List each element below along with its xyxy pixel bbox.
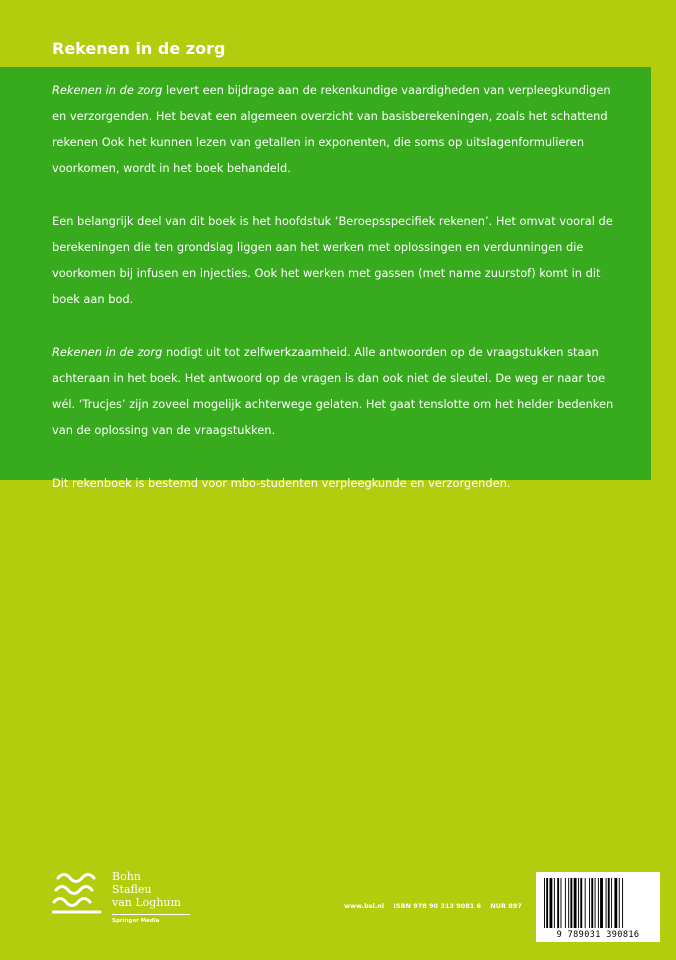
barcode-bars — [542, 878, 654, 928]
nur-text: NUR 897 — [490, 902, 522, 910]
blurb-paragraph-3 — [52, 339, 622, 443]
barcode-bar — [595, 878, 596, 928]
publisher-logo — [52, 868, 212, 928]
blurb-paragraph-4 — [52, 470, 622, 496]
barcode-bar — [598, 878, 599, 928]
barcode-bar — [600, 878, 603, 928]
website-link[interactable]: www.bsl.nl — [344, 902, 385, 910]
logo-divider — [112, 914, 190, 915]
barcode-bar — [622, 878, 623, 928]
barcode-bar — [574, 878, 577, 928]
barcode-bar — [554, 878, 555, 928]
barcode-bar — [619, 878, 620, 928]
barcode-bar — [611, 878, 612, 928]
blurb-text — [52, 77, 622, 496]
barcode-bar — [561, 878, 562, 928]
isbn-text: ISBN 978 90 313 9081 6 — [393, 902, 482, 910]
barcode-bar — [565, 878, 566, 928]
paragraph-text: Dit rekenboek is bestemd voor mbo-studenten verpleegkunde en verzorgenden. — [52, 476, 511, 490]
barcode-number: 9 789031 390816 — [556, 930, 640, 940]
imprint-line — [344, 902, 529, 910]
barcode-bar — [546, 878, 548, 928]
publisher-name-line: Bohn — [112, 870, 141, 883]
barcode-bar — [585, 878, 586, 928]
barcode-bar — [589, 878, 590, 928]
paragraph-text: levert een bijdrage aan de rekenkundige vaardigheden van verpleegkundigen en verzorgenden. Het bevat een algemeen overzicht van basisberekeningen, zoals het schattend rekenen Ook het kunnen lezen van getallen in exponenten, die soms op uitslagenformulieren voorkomen, wordt in het boek behandeld. — [52, 83, 611, 175]
barcode-bar — [544, 878, 545, 928]
publisher-subname: Springer Media — [112, 918, 160, 924]
book-title: Rekenen in de zorg — [52, 39, 226, 58]
book-title-italic: Rekenen in de zorg — [52, 345, 163, 359]
barcode — [536, 872, 660, 942]
publisher-name — [112, 870, 181, 909]
bsl-swirl-logo-icon — [52, 868, 104, 916]
blurb-paragraph-1 — [52, 77, 622, 181]
barcode-bar — [578, 878, 579, 928]
barcode-bar — [557, 878, 559, 928]
barcode-bar — [550, 878, 553, 928]
barcode-bar — [608, 878, 610, 928]
publisher-name-line: van Loghum — [112, 896, 181, 909]
barcode-bar — [614, 878, 617, 928]
paragraph-text: nodigt uit tot zelfwerkzaamheid. Alle antwoorden op de vraagstukken staan achteraan in het boek. Het antwoord op de vragen is dan ook niet de sleutel. De weg er naar toe wél. ‘Trucjes’ zijn zoveel mogelijk achterwege gelaten. Het gaat tenslotte om het helder bedenken van de oplossing van de vraagstukken. — [52, 345, 614, 437]
barcode-bar — [568, 878, 569, 928]
blurb-paragraph-2 — [52, 208, 622, 312]
paragraph-text: Een belangrijk deel van dit boek is het hoofdstuk ‘Beroepsspecifiek rekenen’. Het omvat vooral de berekeningen die ten grondslag liggen aan het werken met oplossingen en verdunningen die voorkomen bij infusen en injecties. Ook het werken met gassen (met name zuurstof) komt in dit boek aan bod. — [52, 214, 613, 306]
barcode-bar — [580, 878, 582, 928]
top-strip — [0, 0, 676, 12]
barcode-bar — [570, 878, 572, 928]
barcode-bar — [591, 878, 593, 928]
book-title-italic: Rekenen in de zorg — [52, 83, 163, 97]
publisher-name-line: Stafleu — [112, 883, 152, 896]
barcode-bar — [606, 878, 607, 928]
